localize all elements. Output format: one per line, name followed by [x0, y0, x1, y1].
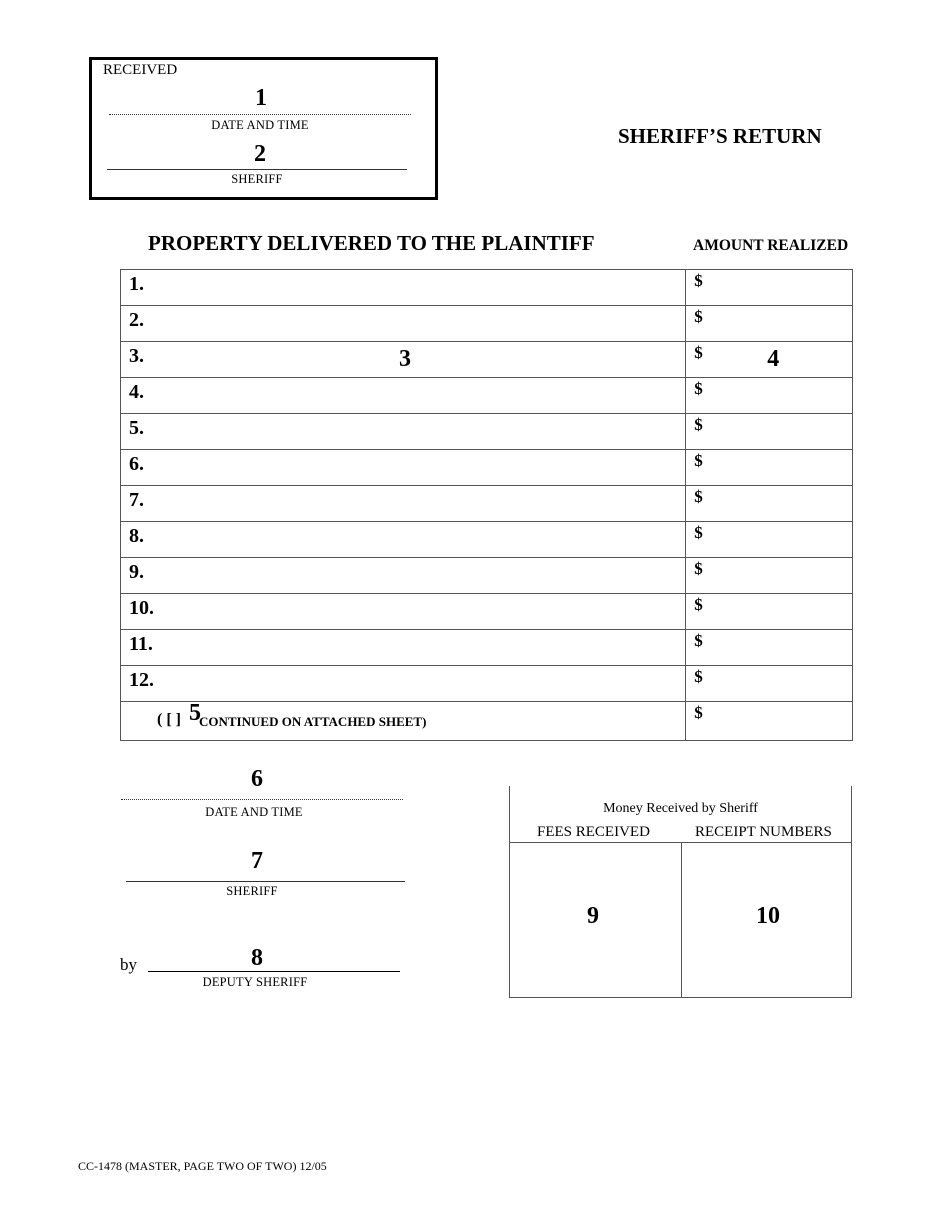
- property-item-cell[interactable]: [121, 378, 686, 414]
- table-row: [121, 306, 853, 342]
- receipt-numbers-header: RECEIPT NUMBERS: [695, 824, 832, 840]
- dollar-sign: $: [694, 559, 703, 578]
- amount-cell[interactable]: [686, 630, 853, 666]
- amount-cell[interactable]: [686, 342, 853, 378]
- row-number: 5.: [129, 417, 144, 439]
- table-row: [121, 558, 853, 594]
- row-number: 8.: [129, 525, 144, 547]
- table-row: [121, 594, 853, 630]
- sheriff-signature-line[interactable]: [107, 169, 407, 170]
- property-item-cell[interactable]: [121, 270, 686, 306]
- dollar-sign: $: [694, 703, 703, 722]
- money-received-box: [509, 786, 852, 998]
- field-marker-2: 2: [254, 141, 266, 167]
- amount-cell[interactable]: [686, 450, 853, 486]
- property-item-cell[interactable]: [121, 666, 686, 702]
- row-number: 12.: [129, 669, 154, 691]
- page-title: SHERIFF’S RETURN: [618, 124, 822, 148]
- amount-cell[interactable]: [686, 486, 853, 522]
- row-number: 10.: [129, 597, 154, 619]
- amount-cell[interactable]: [686, 378, 853, 414]
- dollar-sign: $: [694, 595, 703, 614]
- dollar-sign: $: [694, 307, 703, 326]
- row-number: 9.: [129, 561, 144, 583]
- row-number: 4.: [129, 381, 144, 403]
- amount-cell[interactable]: [686, 522, 853, 558]
- return-sheriff-line[interactable]: [126, 881, 405, 882]
- dollar-sign: $: [694, 271, 703, 290]
- return-sheriff-caption: SHERIFF: [226, 884, 278, 898]
- money-received-title: Money Received by Sheriff: [603, 801, 758, 816]
- column-divider: [681, 842, 682, 997]
- amount-cell[interactable]: [686, 306, 853, 342]
- continued-row: [121, 702, 853, 741]
- field-marker-6: 6: [251, 766, 263, 792]
- received-box: [89, 57, 438, 200]
- row-number: 7.: [129, 489, 144, 511]
- table-row: [121, 342, 853, 378]
- field-marker-4: 4: [767, 346, 780, 372]
- table-row: [121, 378, 853, 414]
- amount-title: AMOUNT REALIZED: [693, 237, 849, 254]
- return-date-time-line[interactable]: [121, 799, 403, 800]
- amount-cell[interactable]: [686, 270, 853, 306]
- property-item-cell[interactable]: [121, 414, 686, 450]
- amount-cell[interactable]: [686, 558, 853, 594]
- sheriff-caption: SHERIFF: [231, 172, 283, 186]
- row-number: 11.: [129, 633, 153, 655]
- dollar-sign: $: [694, 523, 703, 542]
- field-marker-5: 5: [189, 700, 201, 726]
- form-id: CC-1478 (MASTER, PAGE TWO OF TWO) 12/05: [78, 1159, 327, 1173]
- amount-cell[interactable]: [686, 666, 853, 702]
- field-marker-9[interactable]: 9: [587, 903, 599, 929]
- field-marker-8: 8: [251, 945, 263, 971]
- row-number: 3.: [129, 345, 144, 367]
- continued-text: CONTINUED ON ATTACHED SHEET): [199, 714, 427, 729]
- dollar-sign: $: [694, 379, 703, 398]
- dollar-sign: $: [694, 667, 703, 686]
- dollar-sign: $: [694, 415, 703, 434]
- continued-checkbox[interactable]: ( [ ]: [157, 711, 181, 728]
- property-table: [120, 269, 853, 741]
- property-title: PROPERTY DELIVERED TO THE PLAINTIFF: [148, 231, 595, 255]
- dollar-sign: $: [694, 451, 703, 470]
- row-number: 6.: [129, 453, 144, 475]
- property-item-cell[interactable]: [121, 306, 686, 342]
- field-marker-10[interactable]: 10: [756, 903, 780, 929]
- property-item-cell[interactable]: [121, 522, 686, 558]
- table-row: [121, 450, 853, 486]
- property-item-cell[interactable]: [121, 342, 686, 378]
- table-row: [121, 666, 853, 702]
- property-item-cell[interactable]: [121, 486, 686, 522]
- field-marker-3: 3: [399, 346, 411, 372]
- dollar-sign: $: [694, 631, 703, 650]
- dollar-sign: $: [694, 487, 703, 506]
- field-marker-1: 1: [255, 85, 267, 111]
- deputy-sheriff-caption: DEPUTY SHERIFF: [202, 975, 308, 989]
- deputy-sheriff-line[interactable]: [148, 971, 400, 972]
- received-label: RECEIVED: [103, 62, 178, 78]
- date-time-line[interactable]: [109, 114, 411, 115]
- table-row: [121, 522, 853, 558]
- table-row: [121, 630, 853, 666]
- amount-cell[interactable]: [686, 414, 853, 450]
- row-number: 1.: [129, 273, 144, 295]
- field-marker-7: 7: [251, 848, 263, 874]
- dollar-sign: $: [694, 343, 703, 362]
- fees-received-header: FEES RECEIVED: [537, 824, 650, 840]
- property-item-cell[interactable]: [121, 630, 686, 666]
- continued-cell[interactable]: [121, 702, 686, 741]
- by-label: by: [120, 955, 137, 974]
- amount-cell[interactable]: [686, 594, 853, 630]
- continued-amount-cell[interactable]: [686, 702, 853, 741]
- return-date-time-caption: DATE AND TIME: [205, 805, 303, 819]
- table-row: [121, 486, 853, 522]
- property-item-cell[interactable]: [121, 450, 686, 486]
- row-number: 2.: [129, 309, 144, 331]
- table-row: [121, 414, 853, 450]
- property-item-cell[interactable]: [121, 558, 686, 594]
- table-row: [121, 270, 853, 306]
- date-time-caption: DATE AND TIME: [211, 118, 309, 132]
- property-item-cell[interactable]: [121, 594, 686, 630]
